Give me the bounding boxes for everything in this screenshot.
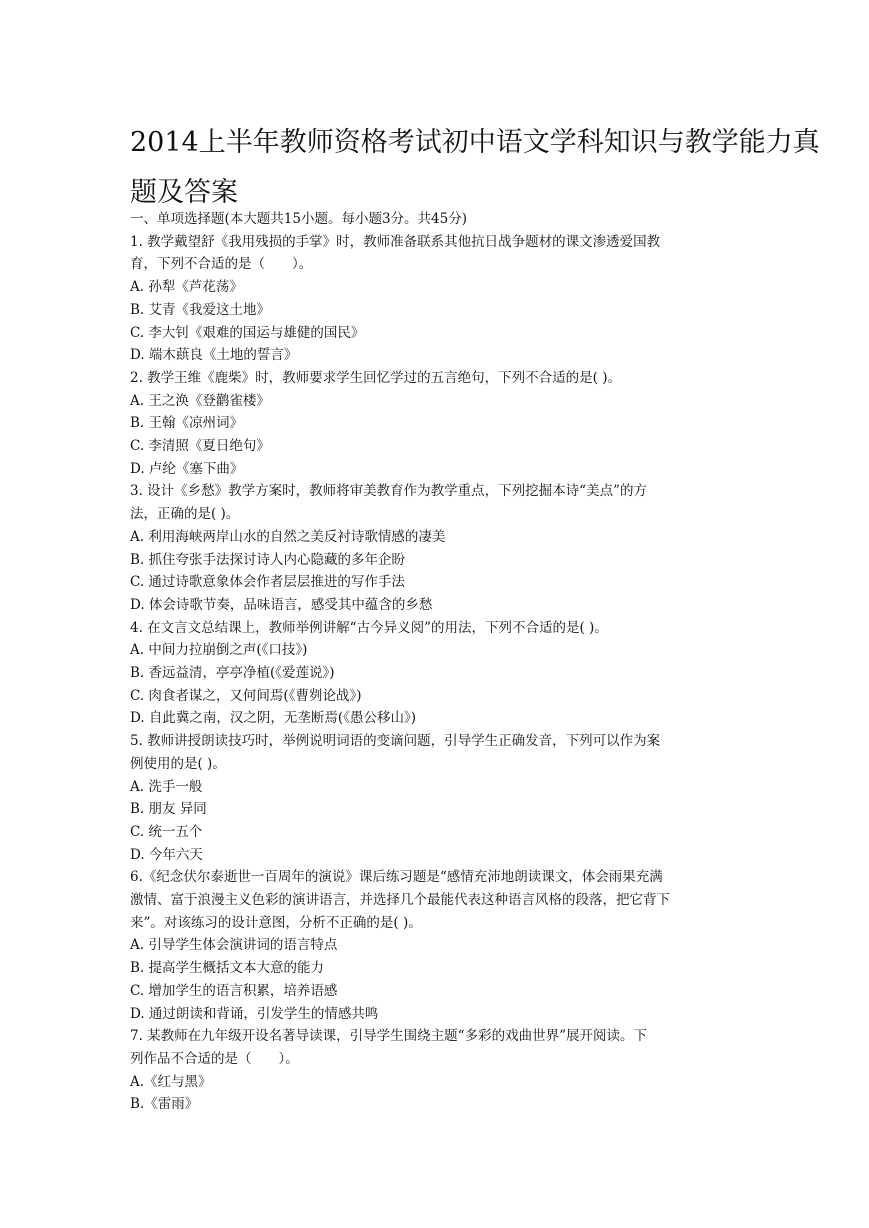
text-line: 一、单项选择题(本大题共15小题。每小题3分。共45分) xyxy=(130,211,467,227)
text-line: D. 体会诗歌节奏，品味语言，感受其中蕴含的乡愁 xyxy=(130,596,433,613)
text-line: 3. 设计《乡愁》教学方案时，教师将审美教育作为教学重点，下列挖掘本诗“美点”的方 xyxy=(130,483,647,500)
text-line: B.《雷雨》 xyxy=(130,1096,199,1113)
text-line: A.《红与黑》 xyxy=(130,1073,212,1090)
text-line: B. 香远益清，亭亭净植(《爱莲说》) xyxy=(130,665,335,681)
text-line: 育，下列不合适的是（ ）。 xyxy=(130,256,313,273)
text-line: D. 自此冀之南，汉之阴，无垄断焉(《愚公移山》) xyxy=(130,710,416,727)
text-line: C. 肉食者谋之，又何间焉(《曹刿论战》) xyxy=(130,687,362,704)
text-line: 2. 教学王维《鹿柴》时，教师要求学生回忆学过的五言绝句，下列不合适的是( )。 xyxy=(130,369,621,386)
text-line: C. 通过诗歌意象体会作者层层推进的写作手法 xyxy=(130,574,405,591)
text-line: D. 端木蕻良《土地的誓言》 xyxy=(130,347,298,364)
text-line: 7. 某教师在九年级开设名著导读课，引导学生围绕主题“多彩的戏曲世界”展开阅读。下 xyxy=(130,1028,647,1045)
text-line: 5. 教师讲授朗读技巧时，举例说明词语的变谪问题，引导学生正确发音，下列可以作为案 xyxy=(130,733,661,750)
text-line: A. 引导学生体会演讲词的语言特点 xyxy=(130,937,338,954)
document-title-line-2: 题及答案 xyxy=(130,177,238,208)
text-line: B. 抓住夸张手法探讨诗人内心隐藏的多年企盼 xyxy=(130,551,406,568)
text-line: 来”。对该练习的设计意图，分析不正确的是( )。 xyxy=(130,914,422,931)
text-line: C. 李大钊《艰难的国运与雄健的国民》 xyxy=(130,324,365,341)
text-line: B. 艾青《我爱这土地》 xyxy=(130,301,271,318)
text-line: 法，正确的是( )。 xyxy=(130,506,240,523)
text-line: A. 洗手一般 xyxy=(130,778,203,795)
text-line: D. 卢纶《塞下曲》 xyxy=(130,460,244,477)
text-line: C. 增加学生的语言积累，培养语感 xyxy=(130,982,338,999)
text-line: A. 利用海峡两岸山水的自然之美反衬诗歌情感的凄美 xyxy=(130,528,446,545)
text-line: B. 提高学生概括文本大意的能力 xyxy=(130,960,325,977)
text-line: B. 朋友 异同 xyxy=(130,801,207,818)
text-line: A. 中间力拉崩倒之声(《口技》) xyxy=(130,642,308,659)
text-line: 列作品不合适的是（ ）。 xyxy=(130,1050,299,1067)
text-line: 6.《纪念伏尔泰逝世一百周年的演说》课后练习题是“感情充沛地朗读课文，体会雨果充满 xyxy=(130,869,663,886)
text-line: D. 今年六天 xyxy=(130,846,203,863)
text-line: 例使用的是( )。 xyxy=(130,755,226,772)
text-line: C. 李清照《夏日绝句》 xyxy=(130,438,270,454)
text-line: C. 统一五个 xyxy=(130,823,203,840)
text-line: A. 王之涣《登鹳雀楼》 xyxy=(130,392,270,409)
text-line: A. 孙犁《芦花荡》 xyxy=(130,279,243,296)
text-line: D. 通过朗读和背诵，引发学生的情感共鸣 xyxy=(130,1005,379,1022)
text-line: 激情、富于浪漫主义色彩的演讲语言，并选择几个最能代表这种语言风格的段落，把它背下 xyxy=(130,892,670,908)
text-line: B. 王翰《凉州词》 xyxy=(130,415,244,432)
text-line: 1. 教学戴望舒《我用残损的手掌》时，教师准备联系其他抗日战争题材的课文渗透爱国教 xyxy=(130,233,661,250)
text-line: 4. 在文言文总结课上，教师举例讲解“古今异义阅”的用法，下列不合适的是( )。 xyxy=(130,619,608,636)
document-title-line-1: 2014上半年教师资格考试初中语文学科知识与教学能力真 xyxy=(130,127,820,158)
